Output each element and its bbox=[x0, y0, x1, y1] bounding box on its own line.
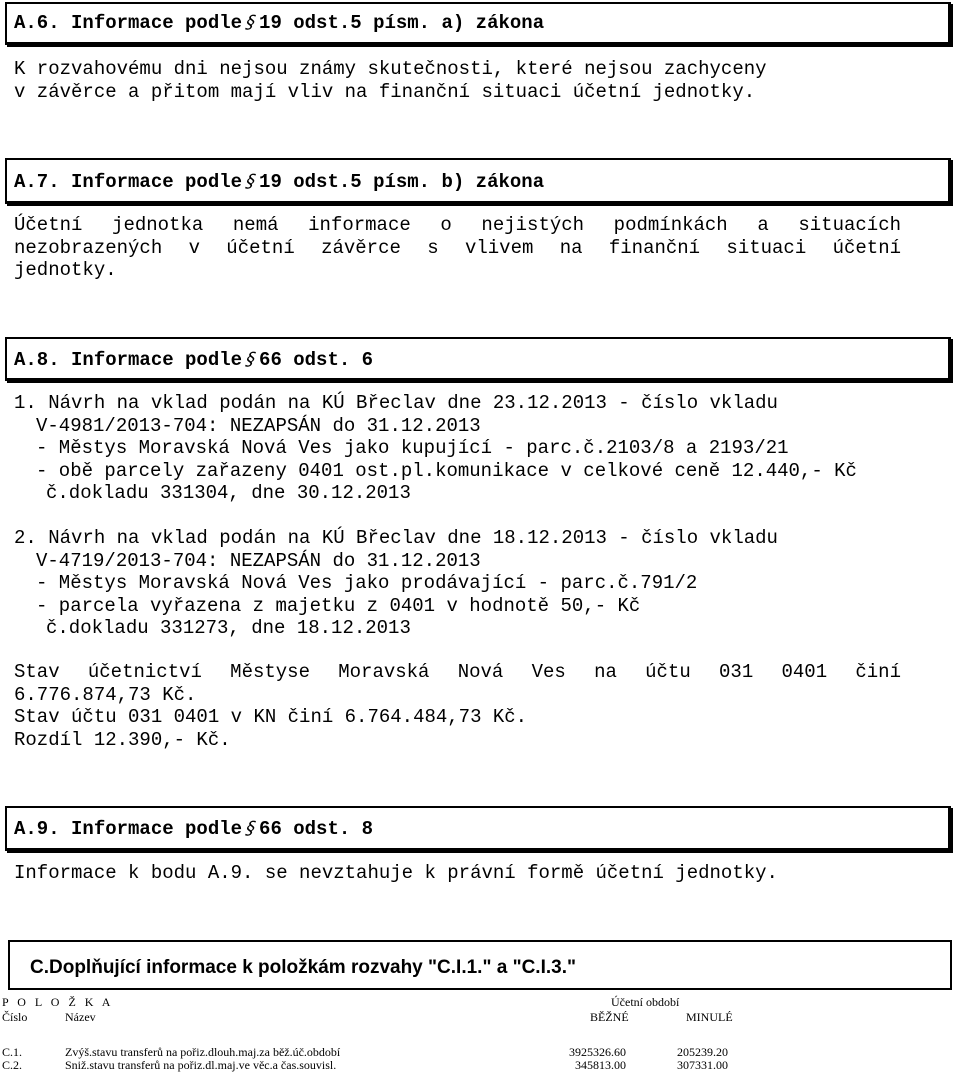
section-a7-title-post: 19 odst.5 písm. b) zákona bbox=[259, 171, 545, 193]
cell-nazev: Zvýš.stavu transferů na pořiz.dlouh.maj.za běž.úč.období bbox=[65, 1045, 341, 1059]
text-line: V-4719/2013-704: NEZAPSÁN do 31.12.2013 bbox=[36, 549, 481, 572]
text-line: V-4981/2013-704: NEZAPSÁN do 31.12.2013 bbox=[36, 414, 481, 437]
text-line: - Městys Moravská Nová Ves jako prodávající - parc.č.791/2 bbox=[36, 572, 698, 594]
section-a7-header bbox=[5, 158, 951, 204]
text-line: - obě parcely zařazeny 0401 ost.pl.komunikace v celkové ceně 12.440,- Kč bbox=[36, 459, 857, 482]
column-header-minule: MINULÉ bbox=[686, 1010, 733, 1024]
section-a6-header bbox=[5, 2, 951, 45]
section-a6-title-post: 19 odst.5 písm. a) zákona bbox=[259, 12, 545, 34]
text-line: Stav účetnictví Městyse Moravská Nová Ves na účtu 031 0401 činí bbox=[14, 661, 901, 683]
text-line: č.dokladu 331304, dne 30.12.2013 bbox=[46, 482, 411, 504]
section-a8-title bbox=[14, 349, 373, 371]
section-a9-text bbox=[14, 862, 778, 885]
section-a8-item-2 bbox=[14, 527, 778, 640]
text-line: nezobrazených v účetní závěrce s vlivem na finanční situaci účetní bbox=[14, 236, 901, 259]
section-a9-title-pre: A.9. Informace podle bbox=[14, 818, 243, 840]
text-line: Informace k bodu A.9. se nevztahuje k právní formě účetní jednotky. bbox=[14, 862, 778, 884]
section-a7-title bbox=[14, 171, 544, 193]
text-line: Účetní jednotka nemá informace o nejistých podmínkách a situacích bbox=[14, 214, 901, 236]
section-a7-title-pre: A.7. Informace podle bbox=[14, 171, 243, 193]
column-header-bezne: BĚŽNÉ bbox=[590, 1010, 629, 1024]
text-line: 1. Návrh na vklad podán na KÚ Břeclav dne 23.12.2013 - číslo vkladu bbox=[14, 392, 778, 414]
section-sign-icon: § bbox=[242, 349, 259, 370]
section-a7-text bbox=[14, 214, 901, 282]
section-c-header bbox=[8, 940, 952, 990]
section-a8-title-pre: A.8. Informace podle bbox=[14, 349, 243, 371]
text-line: Stav účtu 031 0401 v KN činí 6.764.484,73 Kč. bbox=[14, 706, 528, 728]
cell-bezne: 345813.00 bbox=[575, 1058, 626, 1072]
section-a9-header bbox=[5, 806, 951, 851]
cell-cislo: C.2. bbox=[2, 1058, 23, 1072]
text-line: 6.776.874,73 Kč. bbox=[14, 683, 197, 706]
text-line: - Městys Moravská Nová Ves jako kupující - parc.č.2103/8 a 2193/21 bbox=[36, 437, 789, 459]
section-a6-title-pre: A.6. Informace podle bbox=[14, 12, 243, 34]
section-a6-text bbox=[14, 58, 767, 103]
cell-cislo: C.1. bbox=[2, 1045, 23, 1059]
section-a6-title bbox=[14, 12, 544, 34]
text-line: 2. Návrh na vklad podán na KÚ Břeclav dne 18.12.2013 - číslo vkladu bbox=[14, 527, 778, 549]
text-line: v závěrce a přitom mají vliv na finanční situaci účetní jednotky. bbox=[14, 80, 756, 103]
column-header-cislo: Číslo bbox=[2, 1010, 28, 1024]
section-a8-item-1 bbox=[14, 392, 857, 505]
section-sign-icon: § bbox=[242, 818, 259, 839]
section-a8-header bbox=[5, 337, 951, 381]
table-header-obdobi: Účetní období bbox=[611, 995, 680, 1009]
section-sign-icon: § bbox=[242, 12, 259, 33]
column-header-nazev: Název bbox=[65, 1010, 96, 1024]
table-header-polozka: P O L O Ž K A bbox=[2, 995, 114, 1009]
text-line: jednotky. bbox=[14, 259, 117, 281]
cell-nazev: Sniž.stavu transferů na pořiz.dl.maj.ve věc.a čas.souvisl. bbox=[65, 1058, 337, 1072]
section-c-title: C.Doplňující informace k položkám rozvahy "C.I.1." a "C.I.3." bbox=[30, 957, 576, 978]
text-line: Rozdíl 12.390,- Kč. bbox=[14, 728, 231, 751]
section-a8-title-post: 66 odst. 6 bbox=[259, 349, 374, 371]
section-sign-icon: § bbox=[242, 171, 259, 192]
cell-minule: 307331.00 bbox=[677, 1058, 728, 1072]
text-line: - parcela vyřazena z majetku z 0401 v hodnotě 50,- Kč bbox=[36, 594, 641, 617]
cell-minule: 205239.20 bbox=[677, 1045, 728, 1059]
text-line: K rozvahovému dni nejsou známy skutečnosti, které nejsou zachyceny bbox=[14, 58, 767, 80]
text-line: č.dokladu 331273, dne 18.12.2013 bbox=[46, 617, 411, 639]
section-a9-title bbox=[14, 818, 373, 840]
section-a9-title-post: 66 odst. 8 bbox=[259, 818, 374, 840]
section-a8-summary bbox=[14, 661, 901, 751]
cell-bezne: 3925326.60 bbox=[569, 1045, 626, 1059]
